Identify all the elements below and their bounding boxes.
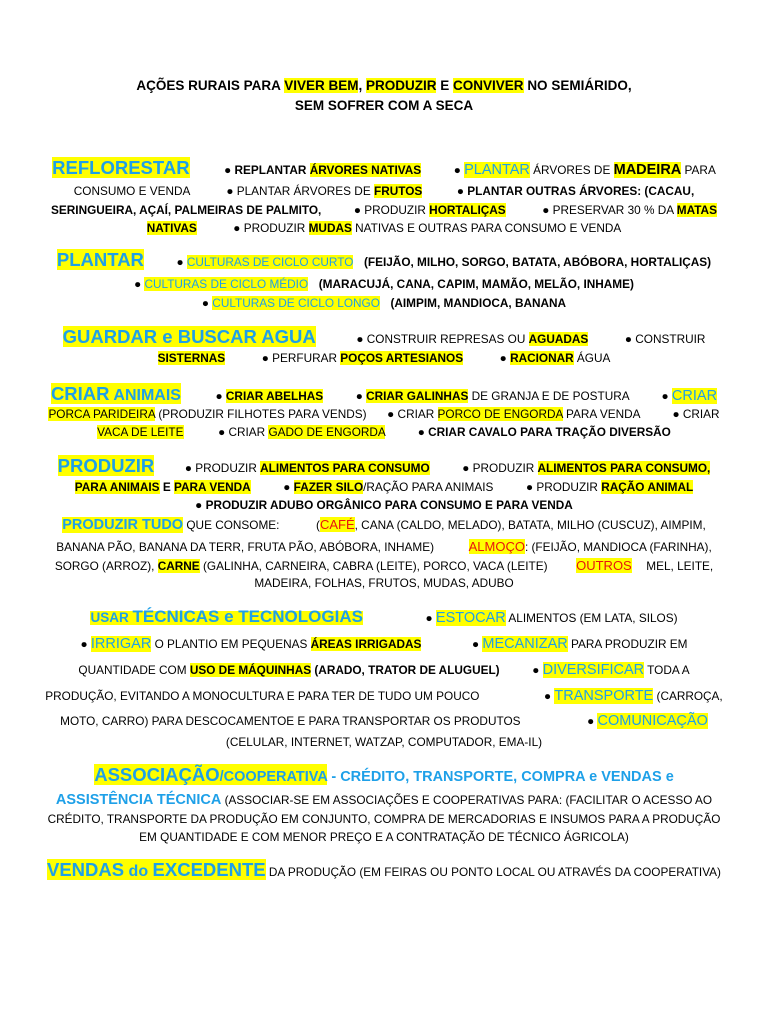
- tecnicas-heading-b: TÉCNICAS e TECNOLOGIAS: [132, 607, 363, 626]
- text: ● PERFURAR: [261, 351, 341, 365]
- highlight: MUDAS: [308, 221, 352, 235]
- guardar-heading: GUARDAR e BUSCAR AGUA: [62, 326, 316, 347]
- bullet: ●: [80, 637, 91, 651]
- highlight: ALIMENTOS PARA CONSUMO,: [537, 461, 711, 475]
- text: (MARACUJÁ, CANA, CAPIM, MAMÃO, MELÃO, INHAME): [318, 277, 634, 291]
- plantar-line-2: [0, 274, 768, 294]
- highlight: ALIMENTOS PARA CONSUMO: [260, 461, 430, 475]
- text: PARA VENDA: [562, 407, 640, 421]
- bullet: ●: [215, 389, 226, 403]
- highlight: CAFÉ: [319, 517, 355, 532]
- text: (PRODUZIR FILHOTES PARA VENDS): [155, 407, 367, 421]
- title-e: E: [440, 78, 450, 93]
- plantar-line-3: [0, 293, 768, 313]
- text: NATIVAS E OUTRAS PARA CONSUMO E VENDA: [351, 221, 622, 235]
- highlight: VACA DE LEITE: [97, 425, 184, 439]
- highlight: CRIAR ABELHAS: [225, 389, 324, 403]
- bullet: ●: [471, 637, 483, 651]
- text: ÁGUA: [573, 351, 611, 365]
- associacao-heading-d: ASSISTÊNCIA TÉCNICA: [55, 792, 222, 808]
- text: SORGO (ARROZ),: [54, 559, 158, 573]
- text: ● REPLANTAR: [224, 163, 310, 177]
- text: ● CRIAR CAVALO PARA TRAÇÃO DIVERSÃO: [417, 425, 671, 439]
- highlight: PARA ANIMAIS: [74, 480, 160, 494]
- text: ● CONSTRUIR REPRESAS OU: [356, 332, 529, 346]
- highlight: COMUNICAÇÃO: [597, 713, 708, 729]
- text: E: [159, 480, 174, 494]
- vendas-line-1: [0, 860, 768, 882]
- text: TODA A: [644, 663, 690, 677]
- text: O PLANTIO EM PEQUENAS: [151, 637, 311, 651]
- bullet: ●: [499, 351, 511, 365]
- bullet: ●: [283, 480, 294, 494]
- highlight: CRIAR GALINHAS: [366, 389, 469, 403]
- text: PRODUÇÃO, EVITANDO A MONOCULTURA E PARA TER DE TUDO UM POUCO: [45, 689, 480, 703]
- highlight: MADEIRA: [613, 162, 682, 178]
- associacao-heading: [94, 764, 327, 785]
- title-text: AÇÕES RURAIS PARA: [136, 78, 281, 93]
- criar-line-3: [0, 422, 768, 442]
- document-title: [0, 76, 768, 95]
- text: PARA PRODUZIR EM: [567, 637, 688, 651]
- produzir-tudo-line-1: [0, 515, 768, 535]
- plantar-line-1: [0, 250, 768, 272]
- title-comma: ,: [358, 78, 363, 93]
- tecnicas-line-5: [0, 711, 768, 731]
- highlight: PORCA PARIDEIRA: [48, 407, 156, 421]
- vendas-heading-c: EXCEDENTE: [152, 859, 266, 880]
- bullet: ●: [543, 689, 555, 703]
- criar-heading-a: CRIAR: [50, 383, 110, 404]
- highlight: USO DE MÁQUINHAS: [189, 663, 312, 677]
- associacao-line-4: EM QUANTIDADE E COM MENOR PREÇO E A CONTRATAÇÃO DE TÉCNICO ÁGRICOLA): [139, 830, 629, 844]
- highlight: AGUADAS: [528, 332, 589, 346]
- tecnicas-line-4: [0, 686, 768, 706]
- title-viver-bem: VIVER BEM: [284, 78, 359, 93]
- produzir-tudo-line-4: MADEIRA, FOLHAS, FRUTOS, MUDAS, ADUBO: [254, 576, 514, 590]
- highlight: ÁRVORES NATIVAS: [309, 163, 422, 177]
- text: ● CONSTRUIR: [624, 332, 706, 346]
- text: DA PRODUÇÃO (EM FEIRAS OU PONTO LOCAL OU ATRAVÉS DA COOPERATIVA): [265, 865, 721, 879]
- highlight: POÇOS ARTESIANOS: [340, 351, 464, 365]
- highlight: IRRIGAR: [90, 636, 152, 652]
- text: QUE CONSOME:: [183, 518, 280, 532]
- title-produzir: PRODUZIR: [365, 78, 437, 93]
- vendas-heading-a: VENDAS: [47, 859, 125, 880]
- text: /RAÇÃO PARA ANIMAIS: [363, 480, 494, 494]
- tecnicas-line-2: [0, 634, 768, 654]
- highlight: CRIAR: [671, 388, 718, 404]
- text: CONSUMO E VENDA: [73, 184, 190, 198]
- tecnicas-heading-a: USAR: [90, 610, 133, 625]
- highlight: HORTALIÇAS: [429, 203, 506, 217]
- associacao-line-2: [0, 790, 768, 810]
- text: (CARROÇA,: [653, 689, 723, 703]
- text: QUANTIDADE COM: [78, 663, 190, 677]
- reflorestar-heading: REFLORESTAR: [52, 157, 190, 178]
- produzir-line-2: [0, 477, 768, 497]
- text: ● PLANTAR ÁRVORES DE: [226, 184, 374, 198]
- associacao-line-1: [0, 765, 768, 787]
- text: ● PLANTAR OUTRAS ÁRVORES: (CACAU,: [456, 184, 695, 198]
- tecnicas-line-3: [0, 660, 768, 680]
- highlight: CULTURAS DE CICLO LONGO: [212, 296, 380, 310]
- highlight: NATIVAS: [146, 221, 197, 235]
- highlight: FAZER SILO: [293, 480, 364, 494]
- bullet: ●: [201, 296, 213, 310]
- reflorestar-line-2: [0, 181, 768, 201]
- reflorestar-line-3: [0, 200, 768, 220]
- text: ÁRVORES DE: [529, 163, 614, 177]
- highlight: PARA VENDA: [173, 480, 251, 494]
- text: (: [316, 518, 320, 532]
- title-conviver: CONVIVER: [453, 78, 524, 93]
- document-subtitle: SEM SOFRER COM A SECA: [294, 98, 474, 113]
- produzir-heading: PRODUZIR: [57, 455, 155, 476]
- text: ● CRIAR: [218, 425, 269, 439]
- vendas-heading: [47, 859, 266, 880]
- highlight: PORCO DE ENGORDA: [437, 407, 563, 421]
- text: ALIMENTOS (EM LATA, SILOS): [505, 611, 678, 625]
- text: ● PRODUZIR: [184, 461, 261, 475]
- produzir-tudo-line-2: [0, 537, 768, 557]
- criar-line-1: [0, 384, 768, 406]
- text: (AIMPIM, MANDIOCA, BANANA: [390, 296, 567, 310]
- text: (ARADO, TRATOR DE ALUGUEL): [311, 663, 500, 677]
- text: MEL, LEITE,: [646, 559, 714, 573]
- criar-heading: [51, 383, 181, 404]
- text: MOTO, CARRO) PARA DESCOCAMENTOE E PARA TRANSPORTAR OS PRODUTOS: [60, 714, 521, 728]
- highlight: MATAS: [676, 203, 717, 217]
- bullet: ●: [176, 255, 187, 269]
- bullet: ●: [355, 389, 367, 403]
- highlight: RAÇÃO ANIMAL: [601, 480, 694, 494]
- highlight: ESTOCAR: [435, 610, 506, 626]
- associacao-heading-c: - CRÉDITO, TRANSPORTE, COMPRA e VENDAS e: [327, 769, 674, 785]
- highlight: MECANIZAR: [482, 636, 568, 652]
- text: BANANA PÃO, BANANA DA TERR, FRUTA PÃO, ABÓBORA, INHAME): [56, 540, 435, 554]
- highlight: CULTURAS DE CICLO CURTO: [186, 255, 354, 269]
- bullet: ●: [532, 663, 543, 677]
- associacao-line-3: CRÉDITO, TRANSPORTE DA PRODUÇÃO EM CONJUNTO, COMPRA DE MERCADORIAS E INSUMOS PARA A PRODUÇÃO: [47, 812, 721, 826]
- highlight: GADO DE ENGORDA: [268, 425, 386, 439]
- produzir-tudo-heading: PRODUZIR TUDO: [62, 517, 184, 533]
- highlight: RACIONAR: [510, 351, 574, 365]
- reflorestar-line-4: [0, 218, 768, 238]
- guardar-line-2: [0, 348, 768, 368]
- vendas-heading-b: do: [124, 863, 153, 880]
- guardar-line-1: [0, 327, 768, 349]
- tecnicas-heading: [90, 607, 363, 626]
- text: ● CRIAR: [672, 407, 720, 421]
- highlight: FRUTOS: [373, 184, 423, 198]
- text: ● PRODUZIR: [462, 461, 538, 475]
- text: ● PRODUZIR: [525, 480, 602, 494]
- text: ● CRIAR: [387, 407, 438, 421]
- bullet: ●: [661, 389, 672, 403]
- produzir-line-3: ● PRODUZIR ADUBO ORGÂNICO PARA CONSUMO E PARA VENDA: [195, 498, 573, 512]
- highlight: PLANTAR: [464, 162, 530, 178]
- highlight: ÁREAS IRRIGADAS: [310, 637, 422, 651]
- highlight: CARNE: [157, 559, 200, 573]
- text: ● PRODUZIR: [353, 203, 430, 217]
- text: DE GRANJA E DE POSTURA: [468, 389, 629, 403]
- criar-heading-b: ANIMAIS: [109, 387, 181, 404]
- text: : (FEIJÃO, MANDIOCA (FARINHA),: [524, 540, 712, 554]
- highlight: CULTURAS DE CICLO MÉDIO: [144, 277, 309, 291]
- highlight: DIVERSIFICAR: [542, 662, 645, 678]
- produzir-line-1: [0, 456, 768, 478]
- bullet: ●: [425, 611, 436, 625]
- highlight: ALMOÇO: [468, 539, 525, 554]
- highlight: TRANSPORTE: [554, 688, 654, 704]
- associacao-heading-b: /COOPERATIVA: [219, 769, 328, 785]
- text: ● PRODUZIR: [233, 221, 309, 235]
- highlight: SISTERNAS: [157, 351, 226, 365]
- bullet: ●: [134, 277, 145, 291]
- tecnicas-line-1: [0, 607, 768, 628]
- text: (GALINHA, CARNEIRA, CABRA (LEITE), PORCO, VACA (LEITE): [199, 559, 548, 573]
- text: ● PRESERVAR 30 % DA: [542, 203, 677, 217]
- bullet: ●: [587, 714, 598, 728]
- tecnicas-line-6: (CELULAR, INTERNET, WATZAP, COMPUTADOR, EMA-IL): [225, 735, 543, 749]
- text: (FEIJÃO, MILHO, SORGO, BATATA, ABÓBORA, HORTALIÇAS): [363, 255, 712, 269]
- associacao-heading-a: ASSOCIAÇÃO: [94, 764, 220, 785]
- text: SERINGUEIRA, AÇAÍ, PALMEIRAS DE PALMITO,: [51, 203, 322, 217]
- reflorestar-line-1: [0, 158, 768, 180]
- text: PARA: [681, 163, 716, 177]
- highlight: OUTROS: [576, 558, 632, 573]
- plantar-heading: PLANTAR: [56, 249, 144, 270]
- text: (ASSOCIAR-SE EM ASSOCIAÇÕES E COOPERATIVAS PARA: (FACILITAR O ACESSO AO: [221, 793, 713, 807]
- criar-line-2: [0, 404, 768, 424]
- title-text-2: NO SEMIÁRIDO,: [527, 78, 632, 93]
- bullet: ●: [453, 163, 465, 177]
- text: , CANA (CALDO, MELADO), BATATA, MILHO (CUSCUZ), AIMPIM,: [354, 518, 706, 532]
